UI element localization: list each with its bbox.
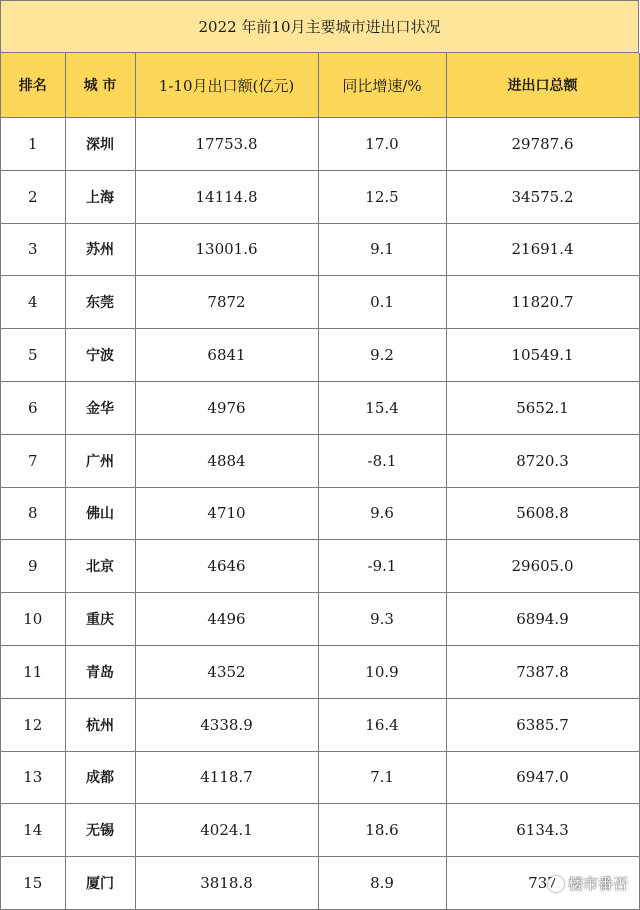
cell-total: 6385.7 (446, 698, 639, 751)
cell-city: 杭州 (65, 698, 135, 751)
cell-growth: 16.4 (318, 698, 446, 751)
header-total: 进出口总额 (446, 53, 639, 118)
table-row (1, 170, 639, 223)
watermark (548, 873, 628, 894)
table-row (1, 118, 639, 171)
cell-export: 4884 (135, 434, 318, 487)
cell-growth: 9.3 (318, 593, 446, 646)
cell-total: 21691.4 (446, 223, 639, 276)
cell-export: 4976 (135, 381, 318, 434)
watermark-text: 楼市番否 (567, 875, 628, 893)
cell-total: 6134.3 (446, 804, 639, 857)
header-rank: 排名 (1, 53, 65, 118)
cell-city: 金华 (65, 381, 135, 434)
header-city: 城 市 (65, 53, 135, 118)
cell-export: 4118.7 (135, 751, 318, 804)
cell-growth: 9.1 (318, 223, 446, 276)
cell-city: 成都 (65, 751, 135, 804)
table-row (1, 329, 639, 382)
table-title: 2022 年前10月主要城市进出口状况 (1, 1, 639, 53)
cell-city: 上海 (65, 170, 135, 223)
cell-rank: 7 (1, 434, 65, 487)
cell-growth: 17.0 (318, 118, 446, 171)
cell-growth: 8.9 (318, 857, 446, 910)
cell-total: 11820.7 (446, 276, 639, 329)
cell-export: 6841 (135, 329, 318, 382)
cell-rank: 9 (1, 540, 65, 593)
cell-rank: 12 (1, 698, 65, 751)
cell-city: 厦门 (65, 857, 135, 910)
cell-rank: 11 (1, 645, 65, 698)
cell-total: 737 (446, 857, 639, 910)
cell-export: 17753.8 (135, 118, 318, 171)
header-growth: 同比增速/% (318, 53, 446, 118)
export-table (1, 53, 640, 910)
cell-total: 5652.1 (446, 381, 639, 434)
cell-total: 8720.3 (446, 434, 639, 487)
cell-growth: 12.5 (318, 170, 446, 223)
cell-city: 苏州 (65, 223, 135, 276)
cell-rank: 15 (1, 857, 65, 910)
cell-export: 4710 (135, 487, 318, 540)
table-row (1, 751, 639, 804)
cell-export: 3818.8 (135, 857, 318, 910)
cell-rank: 6 (1, 381, 65, 434)
cell-total: 34575.2 (446, 170, 639, 223)
table-row (1, 804, 639, 857)
cell-total: 6947.0 (446, 751, 639, 804)
cell-growth: -9.1 (318, 540, 446, 593)
cell-growth: -8.1 (318, 434, 446, 487)
cell-total: 5608.8 (446, 487, 639, 540)
table-row (1, 540, 639, 593)
table-row (1, 276, 639, 329)
cell-total: 10549.1 (446, 329, 639, 382)
cell-city: 深圳 (65, 118, 135, 171)
table-row (1, 645, 639, 698)
cell-export: 7872 (135, 276, 318, 329)
header-export: 1-10月出口额(亿元) (135, 53, 318, 118)
cell-total: 6894.9 (446, 593, 639, 646)
cell-growth: 0.1 (318, 276, 446, 329)
cell-rank: 2 (1, 170, 65, 223)
table-row (1, 223, 639, 276)
cell-city: 宁波 (65, 329, 135, 382)
cell-city: 北京 (65, 540, 135, 593)
table-row (1, 593, 639, 646)
table-row (1, 434, 639, 487)
cell-growth: 9.2 (318, 329, 446, 382)
cell-city: 重庆 (65, 593, 135, 646)
cell-rank: 8 (1, 487, 65, 540)
cell-growth: 15.4 (318, 381, 446, 434)
table-row (1, 381, 639, 434)
cell-growth: 10.9 (318, 645, 446, 698)
cell-city: 广州 (65, 434, 135, 487)
circle-logo-icon (548, 876, 564, 892)
cell-rank: 3 (1, 223, 65, 276)
cell-rank: 1 (1, 118, 65, 171)
cell-rank: 4 (1, 276, 65, 329)
cell-growth: 9.6 (318, 487, 446, 540)
cell-export: 4024.1 (135, 804, 318, 857)
cell-export: 4496 (135, 593, 318, 646)
cell-total: 7387.8 (446, 645, 639, 698)
table-row (1, 487, 639, 540)
cell-rank: 10 (1, 593, 65, 646)
cell-total: 29605.0 (446, 540, 639, 593)
cell-city: 东莞 (65, 276, 135, 329)
cell-export: 4352 (135, 645, 318, 698)
cell-city: 青岛 (65, 645, 135, 698)
cell-rank: 13 (1, 751, 65, 804)
table-row (1, 857, 639, 910)
cell-rank: 14 (1, 804, 65, 857)
cell-export: 13001.6 (135, 223, 318, 276)
header-row (1, 53, 639, 118)
cell-total: 29787.6 (446, 118, 639, 171)
cell-rank: 5 (1, 329, 65, 382)
table-row (1, 698, 639, 751)
cell-city: 佛山 (65, 487, 135, 540)
cell-growth: 7.1 (318, 751, 446, 804)
cell-export: 4646 (135, 540, 318, 593)
cell-export: 14114.8 (135, 170, 318, 223)
cell-growth: 18.6 (318, 804, 446, 857)
cell-export: 4338.9 (135, 698, 318, 751)
cell-city: 无锡 (65, 804, 135, 857)
